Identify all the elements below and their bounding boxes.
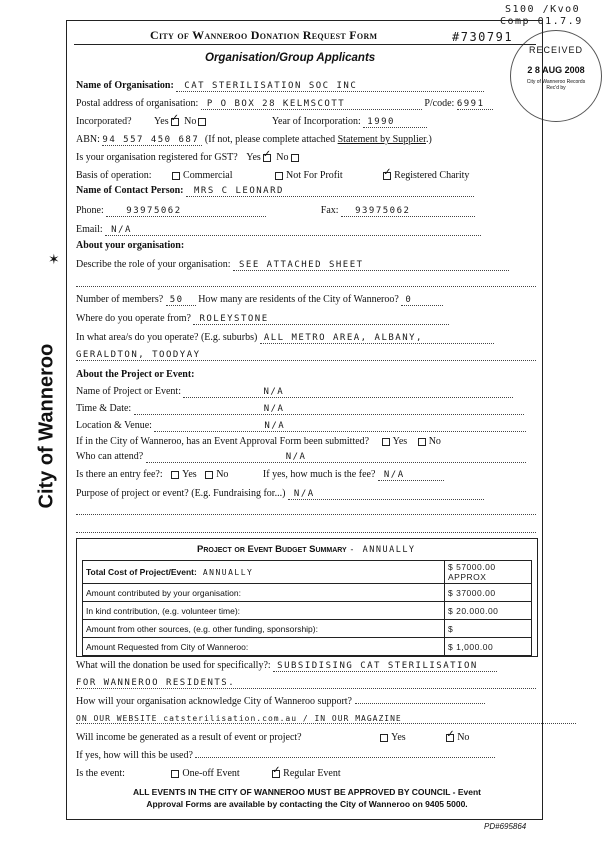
abn-note: (If not, please complete attached xyxy=(204,134,336,145)
email-row xyxy=(76,224,536,236)
project-name-field[interactable]: N/A xyxy=(183,387,513,398)
about-heading: About your organisation: xyxy=(76,240,185,251)
budget-row-value[interactable]: $ 20.000.00 xyxy=(445,602,532,620)
role-continuation-line xyxy=(76,286,536,287)
approval-yes-checkbox[interactable] xyxy=(382,438,390,446)
budget-row xyxy=(83,602,532,620)
fee-yes-label: Yes xyxy=(182,469,197,480)
budget-row-value[interactable]: $ 1,000.00 xyxy=(445,638,532,656)
fee-row xyxy=(76,469,546,481)
used-field[interactable]: SUBSIDISING CAT STERILISATION xyxy=(273,661,497,672)
nfp-checkbox[interactable] xyxy=(275,172,283,180)
how-row xyxy=(76,750,536,761)
approval-yes-label: Yes xyxy=(392,436,408,447)
gst-label: Is your organisation registered for GST? xyxy=(76,152,238,163)
fee-amount-label: If yes, how much is the fee? xyxy=(262,469,376,480)
ack-label: How will your organisation acknowledge City of Wanneroo support? xyxy=(76,696,352,707)
budget-label-text: In kind contribution, (e.g. volunteer time): xyxy=(86,605,241,616)
commercial-checkbox[interactable] xyxy=(172,172,180,180)
contact-field[interactable]: MRS C LEONARD xyxy=(186,186,474,197)
budget-row-label xyxy=(83,620,445,638)
postal-label: Postal address of organisation: xyxy=(76,98,199,109)
where-label: Where do you operate from? xyxy=(76,313,191,324)
stamp-received: RECEIVED xyxy=(528,45,583,55)
purpose-row xyxy=(76,488,546,500)
where-field[interactable]: ROLEYSTONE xyxy=(193,314,449,325)
approval-row xyxy=(76,436,546,447)
venue-row xyxy=(76,420,536,432)
gst-no-label: No xyxy=(276,152,289,163)
project-name-label: Name of Project or Event: xyxy=(76,386,181,397)
budget-table xyxy=(82,560,532,656)
used-field-line-2[interactable]: FOR WANNEROO RESIDENTS. xyxy=(76,678,536,689)
project-heading: About the Project or Event: xyxy=(76,369,195,380)
attend-label: Who can attend? xyxy=(76,451,144,462)
role-row xyxy=(76,259,536,271)
postcode-field[interactable]: 6991 xyxy=(457,99,493,110)
gst-row xyxy=(76,152,536,163)
postal-row xyxy=(76,98,536,110)
budget-label-note: ANNUALLY xyxy=(202,568,254,577)
used-label: What will the donation be used for specifically?: xyxy=(76,660,271,671)
budget-row-value[interactable]: $ 37000.00 xyxy=(445,584,532,602)
fax-label: Fax: xyxy=(320,205,339,216)
regular-label: Regular Event xyxy=(283,768,341,779)
time-label: Time & Date: xyxy=(76,403,132,414)
email-field[interactable]: N/A xyxy=(105,225,481,236)
nfp-label: Not For Profit xyxy=(285,170,343,181)
ack-field[interactable]: ON OUR WEBSITE catsterilisation.com.au / IN OUR MAGAZINE xyxy=(76,714,576,724)
project-name-row xyxy=(76,386,536,398)
gst-yes-checkbox[interactable] xyxy=(263,154,271,162)
charity-checkbox[interactable] xyxy=(383,172,391,180)
income-no-checkbox[interactable] xyxy=(446,734,454,742)
budget-label-text: Amount contributed by your organisation: xyxy=(86,587,241,598)
postal-field[interactable]: P O BOX 28 KELMSCOTT xyxy=(201,99,422,110)
footer-line-1: ALL EVENTS IN THE CITY OF WANNEROO MUST BE APPROVED BY COUNCIL - Event xyxy=(132,787,482,797)
form-subtitle: Organisation/Group Applicants xyxy=(205,52,376,64)
event-type-label: Is the event: xyxy=(76,768,125,779)
income-no-label: No xyxy=(457,732,470,743)
purpose-continuation-line xyxy=(76,532,536,533)
incorporated-row xyxy=(76,116,536,128)
asterisk-mark: ✶ xyxy=(48,253,60,268)
oneoff-label: One-off Event xyxy=(182,768,240,779)
margin-note: S100 /Kvo0 xyxy=(505,4,581,15)
members-field[interactable]: 50 xyxy=(166,295,196,306)
abn-label: ABN: xyxy=(76,134,100,145)
basis-label: Basis of operation: xyxy=(76,170,152,181)
budget-row-value[interactable]: $ xyxy=(445,620,532,638)
how-label: If yes, how will this be used? xyxy=(76,750,193,761)
footer-notice xyxy=(82,786,532,810)
budget-box xyxy=(76,538,538,657)
org-name-field[interactable]: CAT STERILISATION SOC INC xyxy=(176,81,484,92)
budget-title: Project or Event Budget Summary xyxy=(197,544,347,555)
fee-yes-checkbox[interactable] xyxy=(171,471,179,479)
venue-label: Location & Venue: xyxy=(76,420,152,431)
approval-label: If in the City of Wanneroo, has an Event Approval Form been submitted? xyxy=(76,436,370,447)
ack-line xyxy=(355,703,485,704)
areas-field-line-2[interactable]: GERALDTON, TOODYAY xyxy=(76,350,536,361)
approval-no-checkbox[interactable] xyxy=(418,438,426,446)
incorp-no-checkbox[interactable] xyxy=(198,118,206,126)
budget-row-label xyxy=(83,561,445,584)
time-field[interactable]: N/A xyxy=(134,404,524,415)
purpose-label: Purpose of project or event? (E.g. Fundraising for...) xyxy=(76,488,286,499)
abn-row xyxy=(76,134,546,146)
year-field[interactable]: 1990 xyxy=(363,117,427,128)
approval-no-label: No xyxy=(428,436,441,447)
phone-label: Phone: xyxy=(76,205,104,216)
abn-note-end: .) xyxy=(425,134,432,145)
footer-line-2: Approval Forms are available by contacting the City of Wanneroo on 9405 5000. xyxy=(146,799,468,809)
contact-label: Name of Contact Person: xyxy=(76,185,184,196)
phone-field[interactable]: 93975062 xyxy=(106,206,266,217)
income-yes-checkbox[interactable] xyxy=(380,734,388,742)
budget-row xyxy=(83,638,532,656)
stamp-date: 2 8 AUG 2008 xyxy=(527,65,585,75)
form-title: City of Wanneroo Donation Request Form xyxy=(150,28,378,42)
charity-label: Registered Charity xyxy=(394,170,470,181)
how-line xyxy=(195,757,495,758)
postcode-label: P/code: xyxy=(424,98,455,109)
income-row xyxy=(76,732,546,743)
members-row xyxy=(76,294,536,306)
margin-note: Comp 01.7.9 xyxy=(500,16,583,27)
contact-row xyxy=(76,185,536,197)
email-label: Email: xyxy=(76,224,103,235)
fee-label: Is there an entry fee?: xyxy=(76,469,163,480)
role-label: Describe the role of your organisation: xyxy=(76,259,231,270)
purpose-field[interactable]: N/A xyxy=(288,489,484,500)
attend-row xyxy=(76,451,536,463)
budget-row-label xyxy=(83,638,445,656)
budget-row-value[interactable]: $ 57000.00 APPROX xyxy=(445,561,532,584)
budget-row-label xyxy=(83,602,445,620)
incorporated-label: Incorporated? xyxy=(76,116,132,127)
reference-number: #730791 xyxy=(452,30,514,44)
budget-label-text: Total Cost of Project/Event: xyxy=(86,567,197,577)
used-row xyxy=(76,660,546,672)
statement-by-supplier-link[interactable]: Statement by Supplier xyxy=(337,134,426,145)
sidebar-title: City of Wanneroo xyxy=(35,343,58,509)
budget-title-note: - ANNUALLY xyxy=(349,545,416,555)
budget-row xyxy=(83,620,532,638)
fee-no-label: No xyxy=(216,469,229,480)
areas-field[interactable]: ALL METRO AREA, ALBANY, xyxy=(260,333,494,344)
purpose-continuation-line xyxy=(76,514,536,515)
divider xyxy=(74,44,536,45)
fee-no-checkbox[interactable] xyxy=(205,471,213,479)
incorp-yes-label: Yes xyxy=(154,116,169,127)
stamp-note: City of Wanneroo Records Rec'd by xyxy=(526,79,586,91)
org-name-row xyxy=(76,80,536,92)
commercial-label: Commercial xyxy=(183,170,233,181)
budget-row xyxy=(83,584,532,602)
budget-label-text: Amount from other sources, (e.g. other funding, sponsorship): xyxy=(86,623,318,634)
where-row xyxy=(76,313,536,325)
fax-field[interactable]: 93975062 xyxy=(341,206,475,217)
income-yes-label: Yes xyxy=(391,732,406,743)
abn-field[interactable]: 94 557 450 687 xyxy=(102,135,202,146)
incorp-no-label: No xyxy=(184,116,197,127)
residents-field[interactable]: 0 xyxy=(401,295,443,306)
budget-row-label xyxy=(83,584,445,602)
org-name-label: Name of Organisation: xyxy=(76,80,174,91)
event-type-row xyxy=(76,768,536,779)
gst-yes-label: Yes xyxy=(246,152,261,163)
pd-number: PD#695864 xyxy=(484,822,527,831)
basis-row xyxy=(76,170,536,181)
budget-label-text: Amount Requested from City of Wanneroo: xyxy=(86,641,249,652)
income-label: Will income be generated as a result of event or project? xyxy=(76,732,302,743)
attend-field[interactable]: N/A xyxy=(146,452,526,463)
role-field[interactable]: SEE ATTACHED SHEET xyxy=(233,260,509,271)
members-label: Number of members? xyxy=(76,294,164,305)
venue-field[interactable]: N/A xyxy=(154,421,526,432)
gst-no-checkbox[interactable] xyxy=(291,154,299,162)
phone-row xyxy=(76,205,536,217)
regular-checkbox[interactable] xyxy=(272,770,280,778)
oneoff-checkbox[interactable] xyxy=(171,770,179,778)
time-row xyxy=(76,403,536,415)
residents-label: How many are residents of the City of Wanneroo? xyxy=(198,294,399,305)
budget-row xyxy=(83,561,532,584)
year-label: Year of Incorporation: xyxy=(271,116,361,127)
fee-amount-field[interactable]: N/A xyxy=(378,470,444,481)
incorp-yes-checkbox[interactable] xyxy=(171,118,179,126)
areas-row xyxy=(76,332,536,344)
ack-row xyxy=(76,696,536,707)
areas-label: In what area/s do you operate? (E.g. suburbs) xyxy=(76,332,258,343)
